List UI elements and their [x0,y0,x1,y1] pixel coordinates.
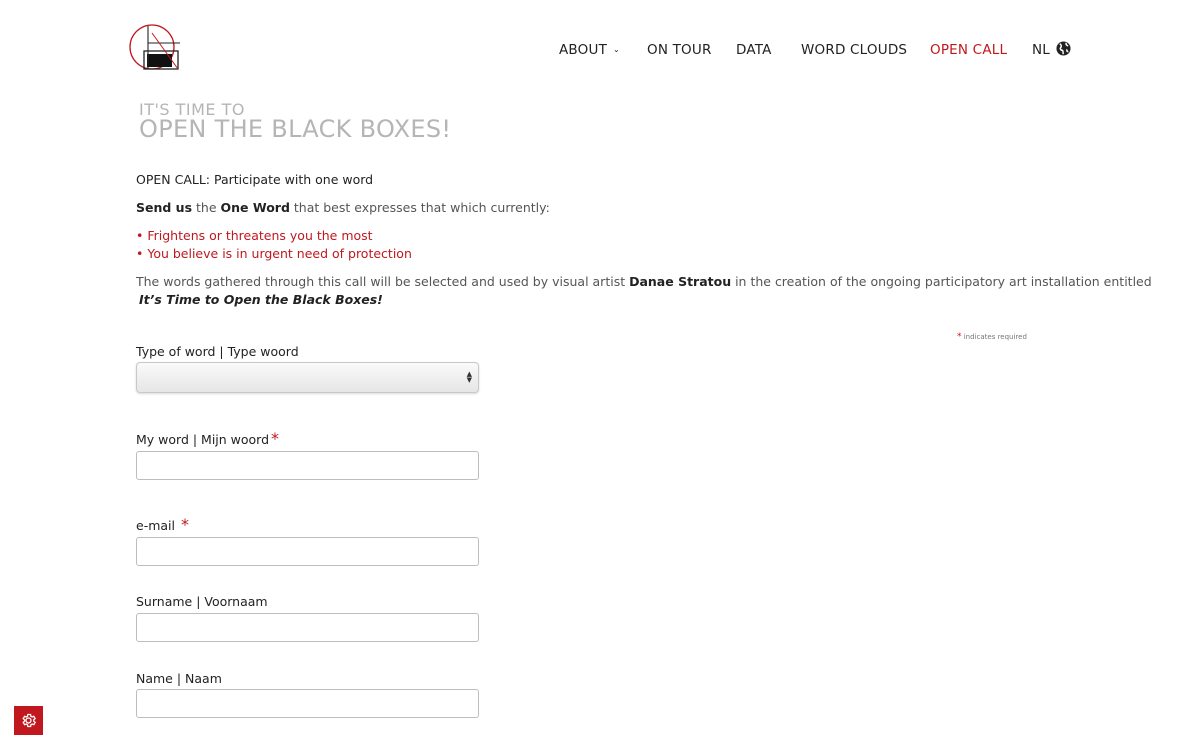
email-label [136,515,189,534]
my-word-label-text: My word | Mijn woord [136,432,270,447]
artist-name: Danae Stratou [629,274,732,289]
nav-about-label: ABOUT [559,42,608,58]
globe-icon [1056,41,1071,56]
description-text [136,274,1152,289]
bullet-protection: • You believe is in urgent need of protection [136,246,412,261]
send-us-text [136,200,550,215]
send-us-strong: Send us [136,200,193,215]
nav-about[interactable] [559,38,620,64]
updown-arrows-icon: ▲ ▼ [466,370,472,384]
type-of-word-select[interactable] [136,362,479,393]
required-note-text: indicates required [963,333,1027,341]
nav-language-switch[interactable] [1032,38,1071,62]
nav-open-call[interactable]: OPEN CALL [930,42,1008,58]
hero-subtitle: IT'S TIME TO [139,100,245,119]
name-input[interactable] [136,689,479,718]
email-input[interactable] [136,537,479,566]
nav-language-label: NL [1032,42,1051,58]
hero-title: OPEN THE BLACK BOXES! [139,115,452,143]
type-of-word-label: Type of word | Type woord [136,344,299,359]
chevron-down-icon: ⌄ [613,45,620,54]
bullet-frightens: • Frightens or threatens you the most [136,228,373,243]
description-part-1: The words gathered through this call will be selected and used by visual artist [136,274,630,289]
required-star: * [180,515,189,534]
surname-label: Surname | Voornaam [136,594,268,609]
name-label: Name | Naam [136,671,222,686]
nav-word-clouds[interactable]: WORD CLOUDS [801,42,908,58]
gear-icon [20,712,37,729]
required-note [957,332,1027,342]
one-word-strong: One Word [220,200,290,215]
nav-data[interactable]: DATA [736,42,772,58]
open-call-heading: OPEN CALL: Participate with one word [136,172,374,187]
description-part-2: in the creation of the ongoing participatory art installation entitled [731,274,1152,289]
send-us-the: the [192,200,221,215]
send-us-rest: that best expresses that which currently: [289,200,550,215]
required-star: * [271,429,280,448]
main-nav [0,38,1200,62]
nav-on-tour[interactable]: ON TOUR [647,42,712,58]
my-word-label [136,429,279,448]
email-label-text: e-mail [136,518,179,533]
required-star: * [957,332,962,342]
my-word-input[interactable] [136,451,479,480]
surname-input[interactable] [136,613,479,642]
cookie-settings-button[interactable] [14,706,43,735]
installation-title: It’s Time to Open the Black Boxes! [139,292,383,307]
